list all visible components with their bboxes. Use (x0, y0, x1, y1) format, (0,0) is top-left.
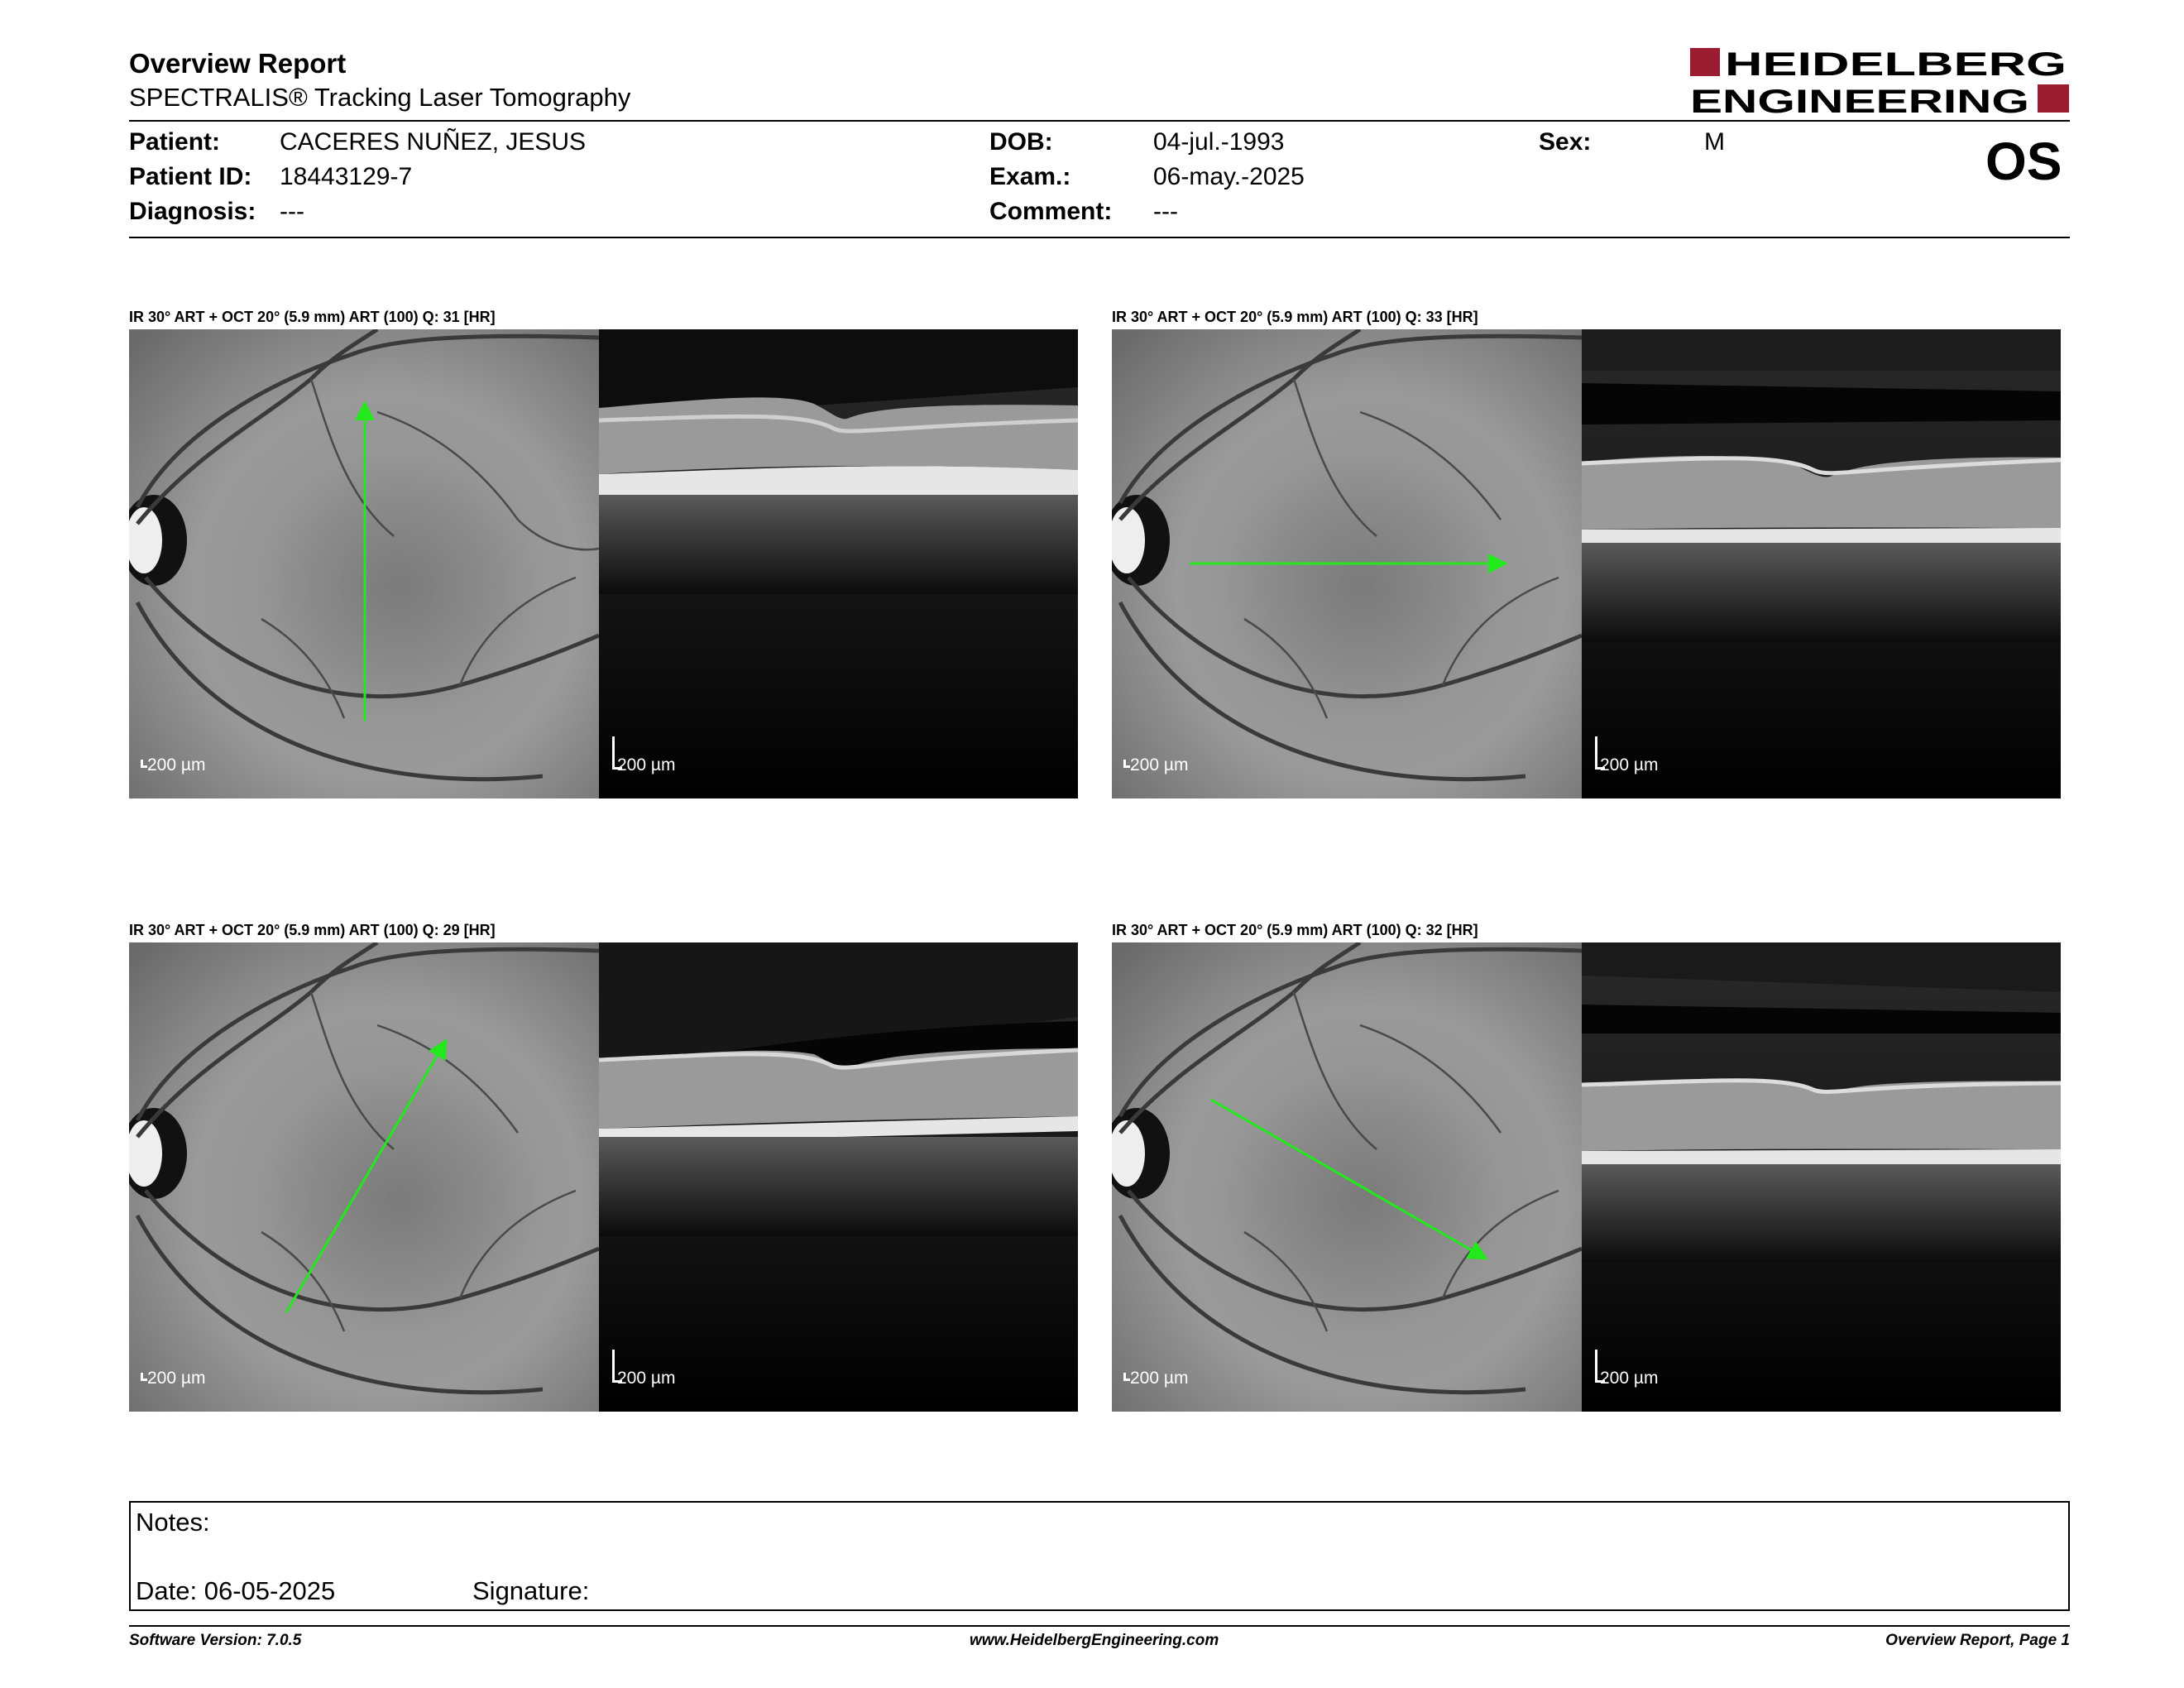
panel-1 (129, 329, 1078, 798)
footer-divider (129, 1625, 2070, 1627)
svg-text:HEIDELBERG: HEIDELBERG (1725, 46, 2067, 83)
panel-2-caption: IR 30° ART + OCT 20° (5.9 mm) ART (100) Q: 33 [HR] (1112, 309, 1478, 325)
panel-4-caption: IR 30° ART + OCT 20° (5.9 mm) ART (100) Q: 32 [HR] (1112, 922, 1478, 938)
fundus-scale-label: 200 µm (1130, 755, 1189, 774)
panel-3-images (129, 942, 1078, 1412)
dob-value: 04-jul.-1993 (1153, 128, 1285, 156)
report-title: Overview Report (129, 48, 347, 79)
sex-label: Sex: (1539, 128, 1592, 156)
eye-indicator: OS (1985, 132, 2062, 191)
website-link: www.HeidelbergEngineering.com (970, 1632, 1219, 1649)
fundus-scale-bar (141, 760, 147, 768)
date-label: Date: 06-05-2025 (136, 1576, 336, 1605)
patient-id-label: Patient ID: (129, 163, 252, 190)
header-divider (129, 120, 2070, 122)
panel-3-caption: IR 30° ART + OCT 20° (5.9 mm) ART (100) Q: 29 [HR] (129, 922, 496, 938)
panel-2 (1112, 329, 2061, 798)
oct-bscan (599, 329, 1078, 798)
oct-bscan (1582, 942, 2061, 1412)
oct-bscan (599, 942, 1078, 1412)
fundus-scale-bar (1123, 760, 1130, 768)
patient-label: Patient: (129, 128, 221, 156)
notes-label: Notes: (136, 1508, 210, 1537)
exam-value: 06-may.-2025 (1153, 163, 1305, 190)
fundus-scale-label: 200 µm (147, 1369, 206, 1388)
patient-name: CACERES NUÑEZ, JESUS (280, 128, 587, 156)
oct-scale-label: 200 µm (1600, 1369, 1659, 1388)
page-number: Overview Report, Page 1 (1885, 1632, 2070, 1649)
fundus-image (129, 942, 599, 1412)
comment-value: --- (1153, 198, 1178, 225)
panel-4-images (1112, 942, 2061, 1412)
panel-2-images (1112, 329, 2061, 798)
oct-bscan (1582, 329, 2061, 798)
exam-label: Exam.: (989, 163, 1071, 190)
software-version: Software Version: 7.0.5 (129, 1632, 302, 1649)
sex-value: M (1704, 128, 1725, 156)
report-subtitle: SPECTRALIS® Tracking Laser Tomography (129, 83, 631, 112)
dob-label: DOB: (989, 128, 1053, 156)
diagnosis-value: --- (280, 198, 304, 225)
oct-scale-label: 200 µm (617, 755, 676, 774)
svg-text:ENGINEERING: ENGINEERING (1690, 84, 2029, 116)
patient-info-divider (129, 237, 2070, 238)
fundus-scale-label: 200 µm (1130, 1369, 1189, 1388)
panel-1-caption: IR 30° ART + OCT 20° (5.9 mm) ART (100) Q: 31 [HR] (129, 309, 496, 325)
panel-1-images (129, 329, 1078, 798)
patient-id-value: 18443129-7 (280, 163, 413, 190)
oct-scale-label: 200 µm (1600, 755, 1659, 774)
fundus-scale-bar (1123, 1373, 1130, 1381)
fundus-scale-bar (141, 1373, 147, 1381)
heidelberg-engineering-logo (1690, 46, 2071, 116)
oct-scale-label: 200 µm (617, 1369, 676, 1388)
comment-label: Comment: (989, 198, 1113, 225)
notes-box (129, 1501, 2070, 1611)
signature-label: Signature: (472, 1576, 590, 1605)
diagnosis-label: Diagnosis: (129, 198, 256, 225)
panel-3 (129, 942, 1078, 1412)
panel-4 (1112, 942, 2061, 1412)
fundus-scale-label: 200 µm (147, 755, 206, 774)
